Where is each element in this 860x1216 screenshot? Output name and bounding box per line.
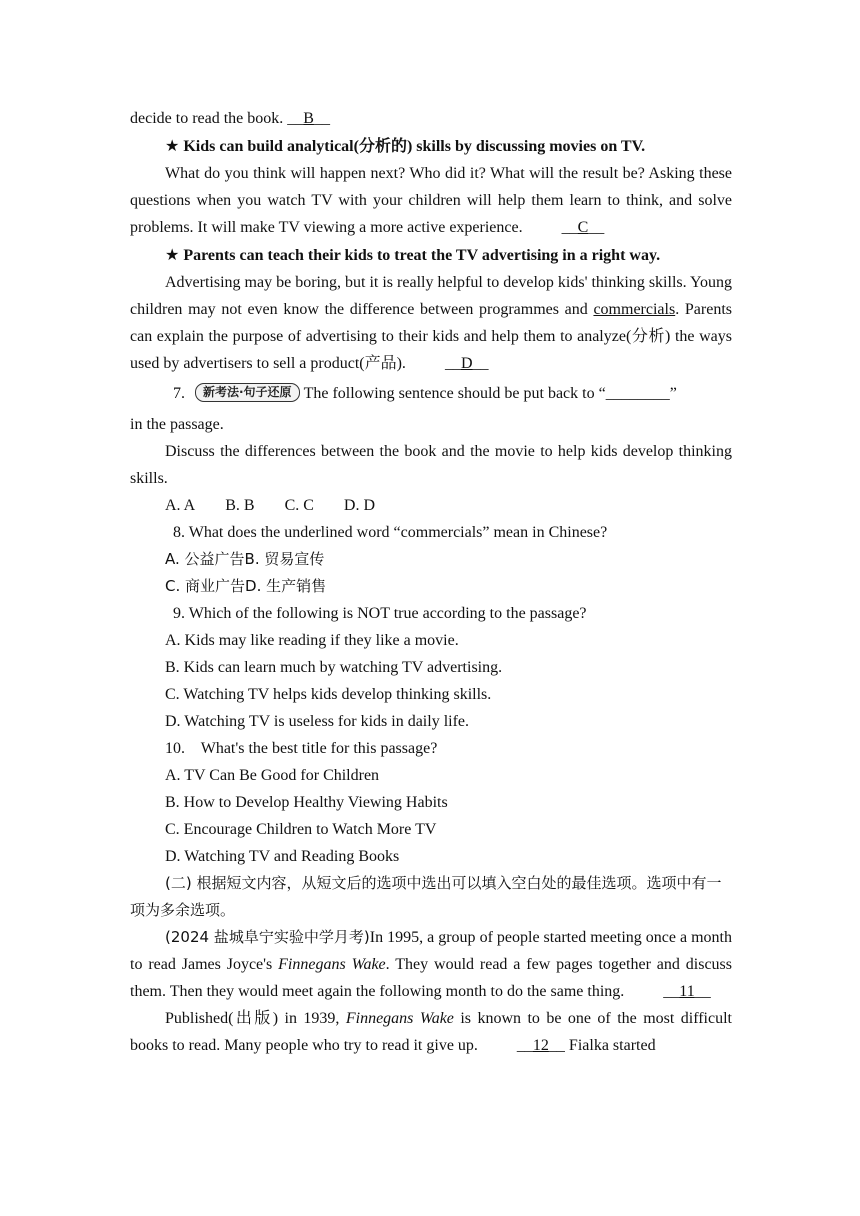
q10-option-d: D. Watching TV and Reading Books: [165, 848, 400, 865]
heading-1: [130, 132, 732, 160]
blank-number: 12: [532, 1037, 549, 1054]
option-a: A. 公益广告: [165, 550, 245, 568]
text: is known to be one of the most difficult books to read. Many people who try to read it give up.: [130, 1010, 732, 1054]
answer-blank: __B__: [287, 110, 330, 127]
line-1: [130, 105, 732, 132]
sentence-to-insert: Discuss the differences between the book and the movie to help kids develop thinking skills.: [130, 443, 732, 487]
section-2-paragraph-1: [130, 924, 732, 1005]
q9-option-d: D. Watching TV is useless for kids in daily life.: [165, 713, 470, 730]
book-title: Finnegans Wake: [345, 1010, 454, 1027]
q9-option-a: A. Kids may like reading if they like a movie.: [165, 632, 459, 649]
q9-option-c: C. Watching TV helps kids develop thinking skills.: [165, 686, 492, 703]
text: In 1995, a group of people started meeting once a month to read James Joyce's: [130, 929, 732, 973]
text: What do you think will happen next? Who did it? What will the result be? Asking these questions when you watch TV with your children will help them learn to think, and solve problems. It will make TV viewing a more active experience.: [130, 165, 732, 236]
book-title: Finnegans Wake: [278, 956, 386, 973]
option-b: B. 贸易宣传: [244, 550, 325, 568]
answer-letter: D: [460, 355, 473, 372]
q9-option-b: B. Kids can learn much by watching TV advertising.: [165, 659, 503, 676]
section-2-paragraph-2: [130, 1005, 732, 1059]
question-8-stem: 8. What does the underlined word “commercials” mean in Chinese?: [173, 524, 608, 541]
underlined-word: commercials: [593, 301, 676, 318]
star-icon: ★: [165, 136, 180, 155]
option-c: C. 商业广告: [165, 577, 246, 595]
answer-letter: B: [303, 110, 314, 127]
heading-text: Kids can build analytical(分析的) skills by discussing movies on TV.: [179, 138, 646, 155]
option-d: D. 生产销售: [245, 577, 327, 595]
answer-blank: __D__: [444, 355, 489, 372]
text: Published(出版) in 1939,: [165, 1010, 346, 1027]
text: decide to read the book.: [130, 110, 288, 127]
q7-options: [130, 492, 732, 519]
question-7-cont: in the passage.: [130, 416, 224, 433]
question-number: 7.: [173, 385, 185, 402]
source-note: (2024 盐城阜宁实验中学月考): [165, 928, 370, 946]
q8-options-row-1: [130, 546, 732, 573]
q10-option-a: A. TV Can Be Good for Children: [165, 767, 380, 784]
paragraph-1: [130, 160, 732, 241]
answer-blank: __12__: [516, 1037, 565, 1054]
option-b: B. B: [225, 497, 255, 514]
text: . They would read a few pages together and discuss them. Then they would meet again the following month to do the same thing.: [130, 956, 732, 1000]
paragraph-2: [130, 269, 732, 377]
text: Advertising may be boring, but it is really helpful to develop kids' thinking skills. Young children may not even know the difference between programmes and: [130, 274, 732, 318]
document-page: [130, 105, 732, 1059]
option-c: C. C: [284, 497, 314, 514]
blank-number: 11: [679, 983, 695, 1000]
option-a: A. A: [165, 497, 196, 514]
question-10-stem: 10. What's the best title for this passage?: [165, 740, 438, 757]
q8-options-row-2: [130, 573, 732, 600]
section-2-instruction: (二) 根据短文内容，从短文后的选项中选出可以填入空白处的最佳选项。选项中有一项为多余选项。: [130, 874, 722, 919]
new-format-badge: 新考法·句子还原: [195, 383, 300, 402]
q10-option-c: C. Encourage Children to Watch More TV: [165, 821, 437, 838]
star-icon: ★: [165, 245, 180, 264]
text: Fialka started: [564, 1037, 656, 1054]
question-text: The following sentence should be put back to “________”: [303, 385, 677, 402]
text: . Parents can explain the purpose of advertising to their kids and help them to analyze(分析) the ways used by advertisers to sell a product(产品).: [130, 301, 732, 372]
answer-blank: __11__: [663, 983, 711, 1000]
question-7: [130, 377, 732, 411]
question-9-stem: 9. Which of the following is NOT true according to the passage?: [173, 605, 587, 622]
heading-2: [130, 241, 732, 269]
answer-blank: __C__: [561, 219, 605, 236]
answer-letter: C: [577, 219, 589, 236]
q10-option-b: B. How to Develop Healthy Viewing Habits: [165, 794, 448, 811]
option-d: D. D: [343, 497, 376, 514]
heading-text: Parents can teach their kids to treat the TV advertising in a right way.: [179, 247, 661, 264]
